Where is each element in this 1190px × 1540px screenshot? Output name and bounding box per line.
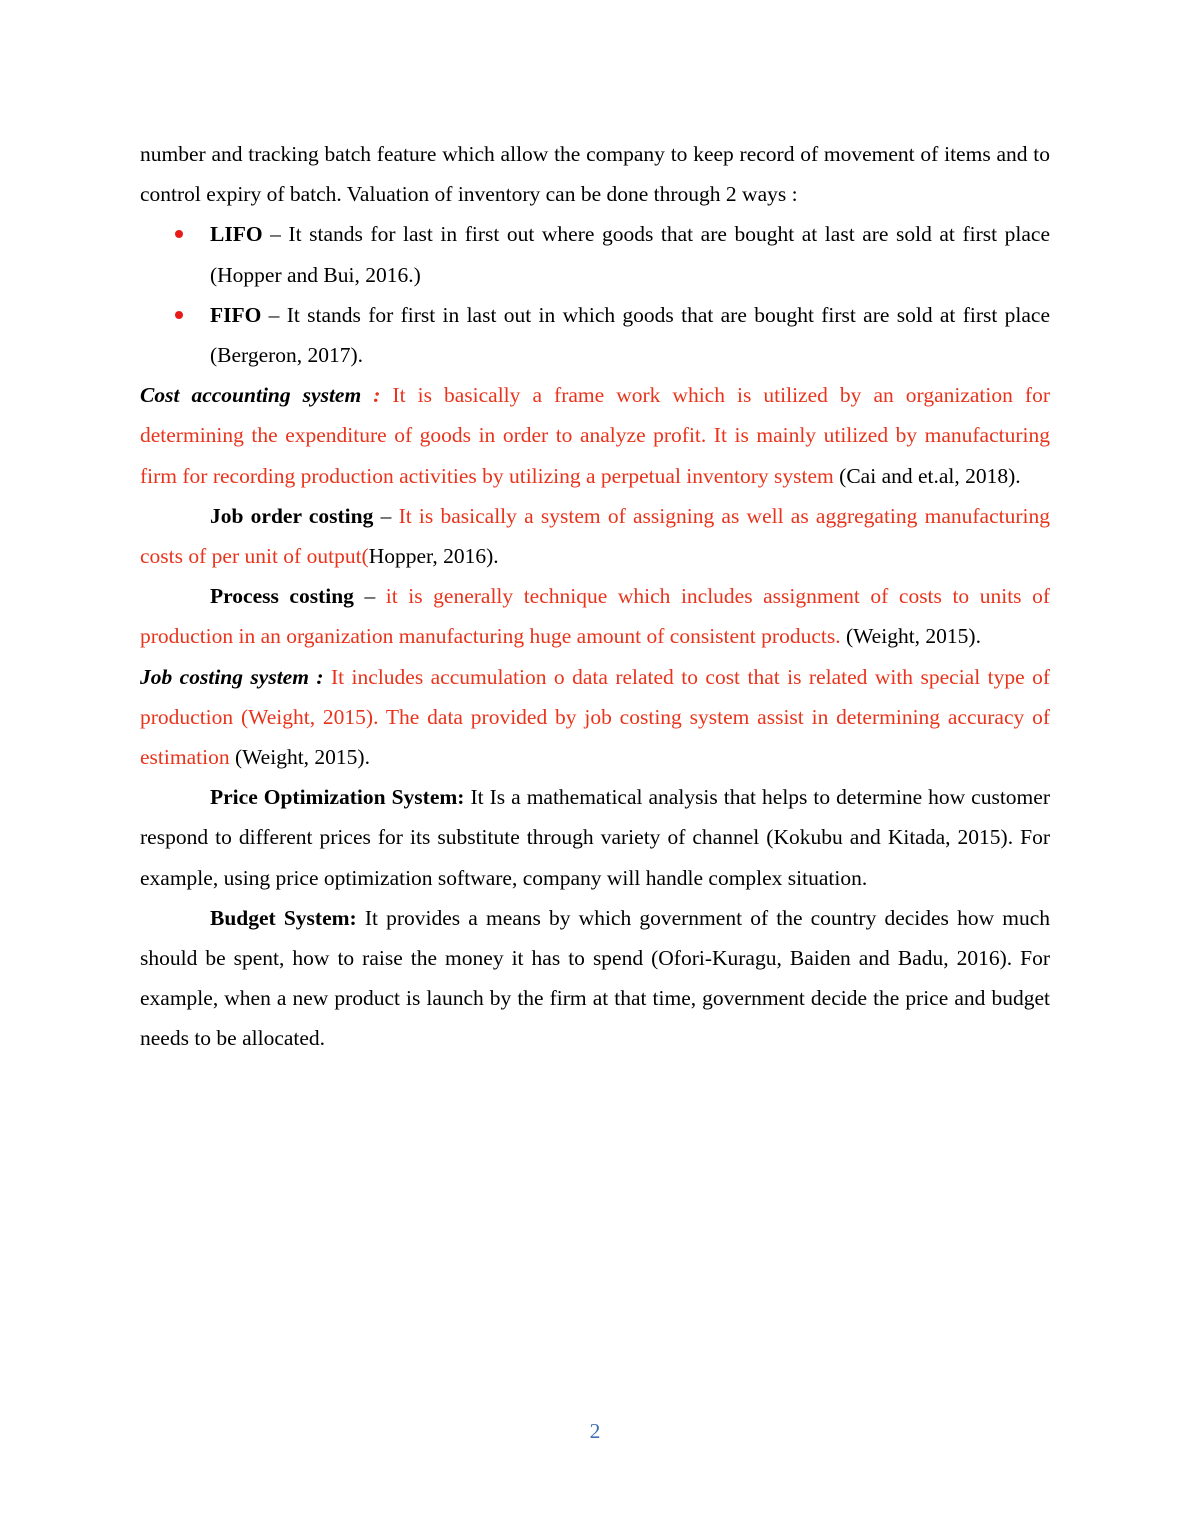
job-order-text: It is basically a system of assigning as well as aggregating manufacturing costs of per unit of output(: [140, 503, 1051, 569]
process-costing-text: it is generally technique which includes assignment of costs to units of production in an organization manufacturing huge amount of consistent products.: [140, 584, 1051, 649]
job-order-term: Job order costing: [210, 503, 374, 528]
cost-accounting-text: It is basically a frame work which is utilized by an organization for determining the expenditure of goods in order to analyze profit. It is mainly utilized by manufacturing firm for recording production activities by utilizing a perpetual inventory system: [140, 383, 1050, 488]
intro-paragraph: number and tracking batch feature which allow the company to keep record of movement of items and to control expiry of batch. Valuation of inventory can be done through 2 ways :: [140, 142, 1050, 207]
valuation-list: [140, 214, 1050, 375]
process-costing-term: Process costing: [210, 584, 354, 609]
bullet-icon: [175, 311, 183, 319]
process-costing-citation: (Weight, 2015).: [840, 624, 981, 649]
fifo-text: – It stands for first in last out in which goods that are bought first are sold at first place (Bergeron, 2017).: [210, 302, 1050, 368]
list-item-lifo: [140, 214, 1050, 294]
document-body: [140, 134, 1050, 1059]
term-lifo: LIFO: [210, 222, 263, 247]
job-costing-term: Job costing system :: [140, 664, 324, 689]
cost-accounting-paragraph: [140, 375, 1050, 496]
budget-paragraph: [140, 898, 1050, 1059]
bullet-icon: [175, 230, 183, 238]
job-order-citation: Hopper, 2016).: [368, 544, 499, 569]
job-costing-paragraph: [140, 657, 1050, 778]
process-costing-dash: –: [353, 584, 386, 609]
list-item-fifo: [140, 295, 1050, 375]
cost-accounting-term: Cost accounting system: [140, 383, 362, 408]
budget-text: It provides a means by which government of the country decides how much should be spent, how to raise the money it has to spend (Ofori-Kuragu, Baiden and Badu, 2016). For example, when a new product is launch by the firm at that time, government decide the price and budget needs to be allocated.: [140, 905, 1050, 1051]
lifo-text: – It stands for last in first out where goods that are bought at last are sold at first place (Hopper and Bui, 2016.): [210, 222, 1050, 287]
page-number: 2: [589, 1419, 601, 1443]
cost-accounting-citation: (Cai and et.al, 2018).: [833, 463, 1021, 488]
budget-term: Budget System:: [210, 905, 357, 930]
price-optimization-term: Price Optimization System:: [210, 785, 465, 810]
cost-accounting-colon: :: [361, 383, 381, 408]
job-order-paragraph: [140, 496, 1050, 576]
job-order-dash: –: [373, 503, 399, 528]
price-optimization-paragraph: [140, 777, 1050, 898]
job-costing-citation: (Weight, 2015).: [229, 745, 370, 770]
term-fifo: FIFO: [210, 302, 262, 327]
price-optimization-text: It Is a mathematical analysis that helps to determine how customer respond to different prices for its substitute through variety of channel (Kokubu and Kitada, 2015). For example, using price optimization software, company will handle complex situation.: [140, 785, 1050, 890]
job-costing-text: It includes accumulation o data related to cost that is related with special type of production (Weight, 2015). The data provided by job costing system assist in determining accuracy of estimation: [140, 664, 1050, 770]
process-costing-paragraph: [140, 576, 1050, 656]
